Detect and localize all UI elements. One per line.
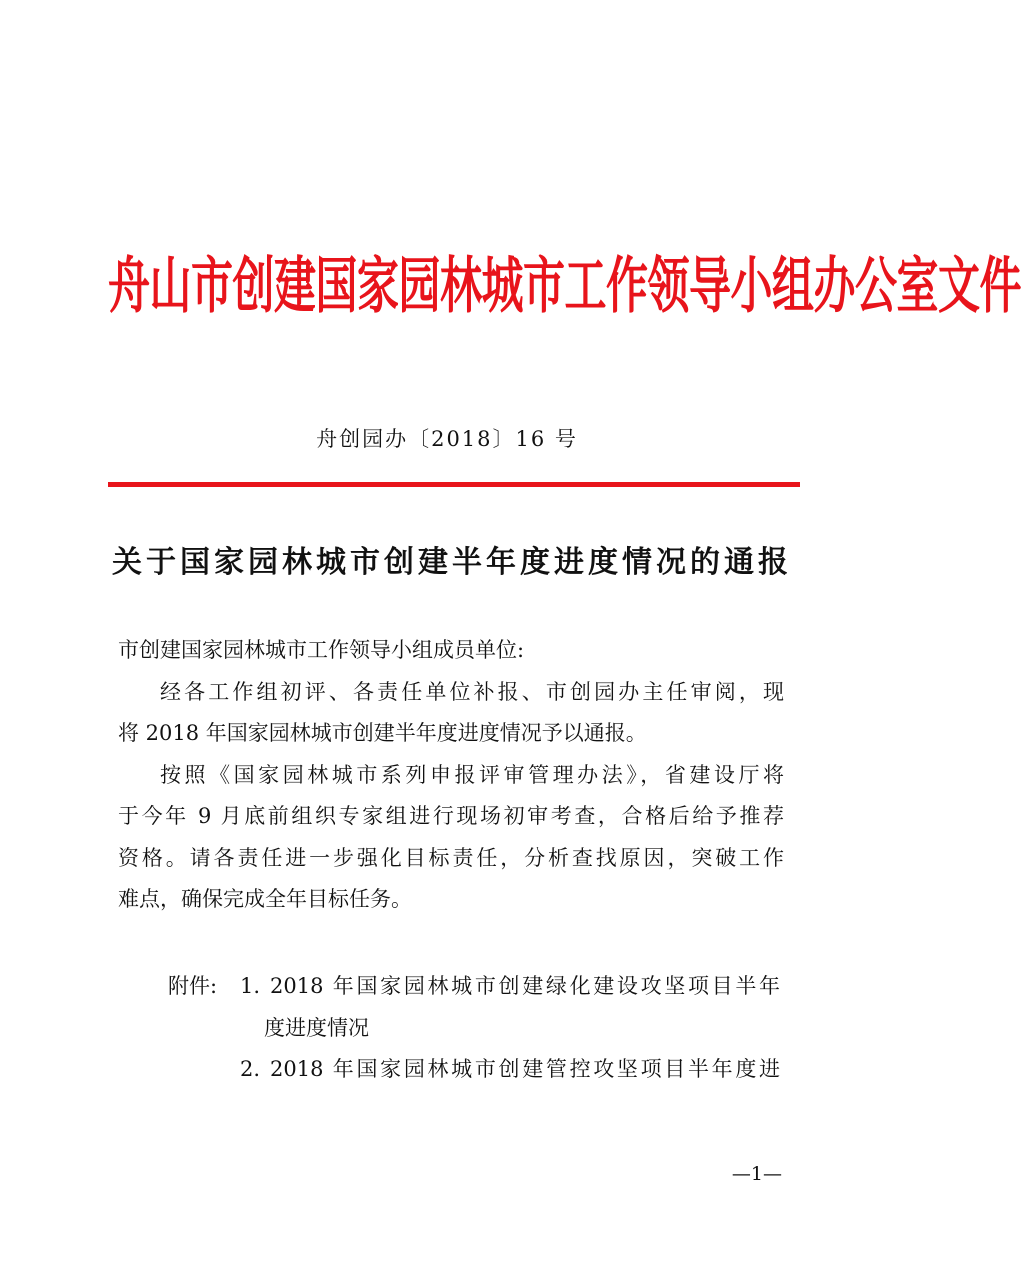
attachment-number: 2. xyxy=(240,1057,261,1081)
attachments-label: 附件: xyxy=(168,974,218,998)
document-body xyxy=(118,630,784,921)
paragraph-2-line-1: 按照《国家园林城市系列申报评审管理办法》，省建设厅将 xyxy=(160,762,784,787)
attachments-list xyxy=(168,966,784,1091)
attachment-item xyxy=(168,966,784,1008)
issuing-authority-header: 舟山市创建国家园林城市工作领导小组办公室文件 xyxy=(108,249,1021,321)
attachment-number: 1. xyxy=(240,974,261,998)
salutation: 市创建国家园林城市工作领导小组成员单位: xyxy=(118,638,525,662)
page-number: —1— xyxy=(731,1163,782,1185)
paragraph-2-line-4: 难点，确保完成全年目标任务。 xyxy=(118,887,412,911)
red-separator-line xyxy=(108,482,800,487)
attachment-title-line-1: 2018 年国家园林城市创建管控攻坚项目半年度进 xyxy=(270,1057,780,1081)
attachment-title-line-2: 度进度情况 xyxy=(264,1015,369,1040)
paragraph-2-line-2: 于今年 9 月底前组织专家组进行现场初审考查，合格后给予推荐 xyxy=(118,804,784,828)
attachment-item xyxy=(168,1049,784,1091)
paragraph-1-line-1: 经各工作组初评、各责任单位补报、市创园办主任审阅，现 xyxy=(160,679,784,704)
paragraph-1-line-2: 将 2018 年国家园林城市创建半年度进度情况予以通报。 xyxy=(118,721,647,745)
document-title: 关于国家园林城市创建半年度进度情况的通报 xyxy=(112,545,788,580)
document-number: 舟创园办〔2018〕16 号 xyxy=(316,427,578,451)
paragraph-2-line-3: 资格。请各责任进一步强化目标责任，分析查找原因，突破工作 xyxy=(118,845,784,870)
attachment-title-line-1: 2018 年国家园林城市创建绿化建设攻坚项目半年 xyxy=(270,974,780,998)
